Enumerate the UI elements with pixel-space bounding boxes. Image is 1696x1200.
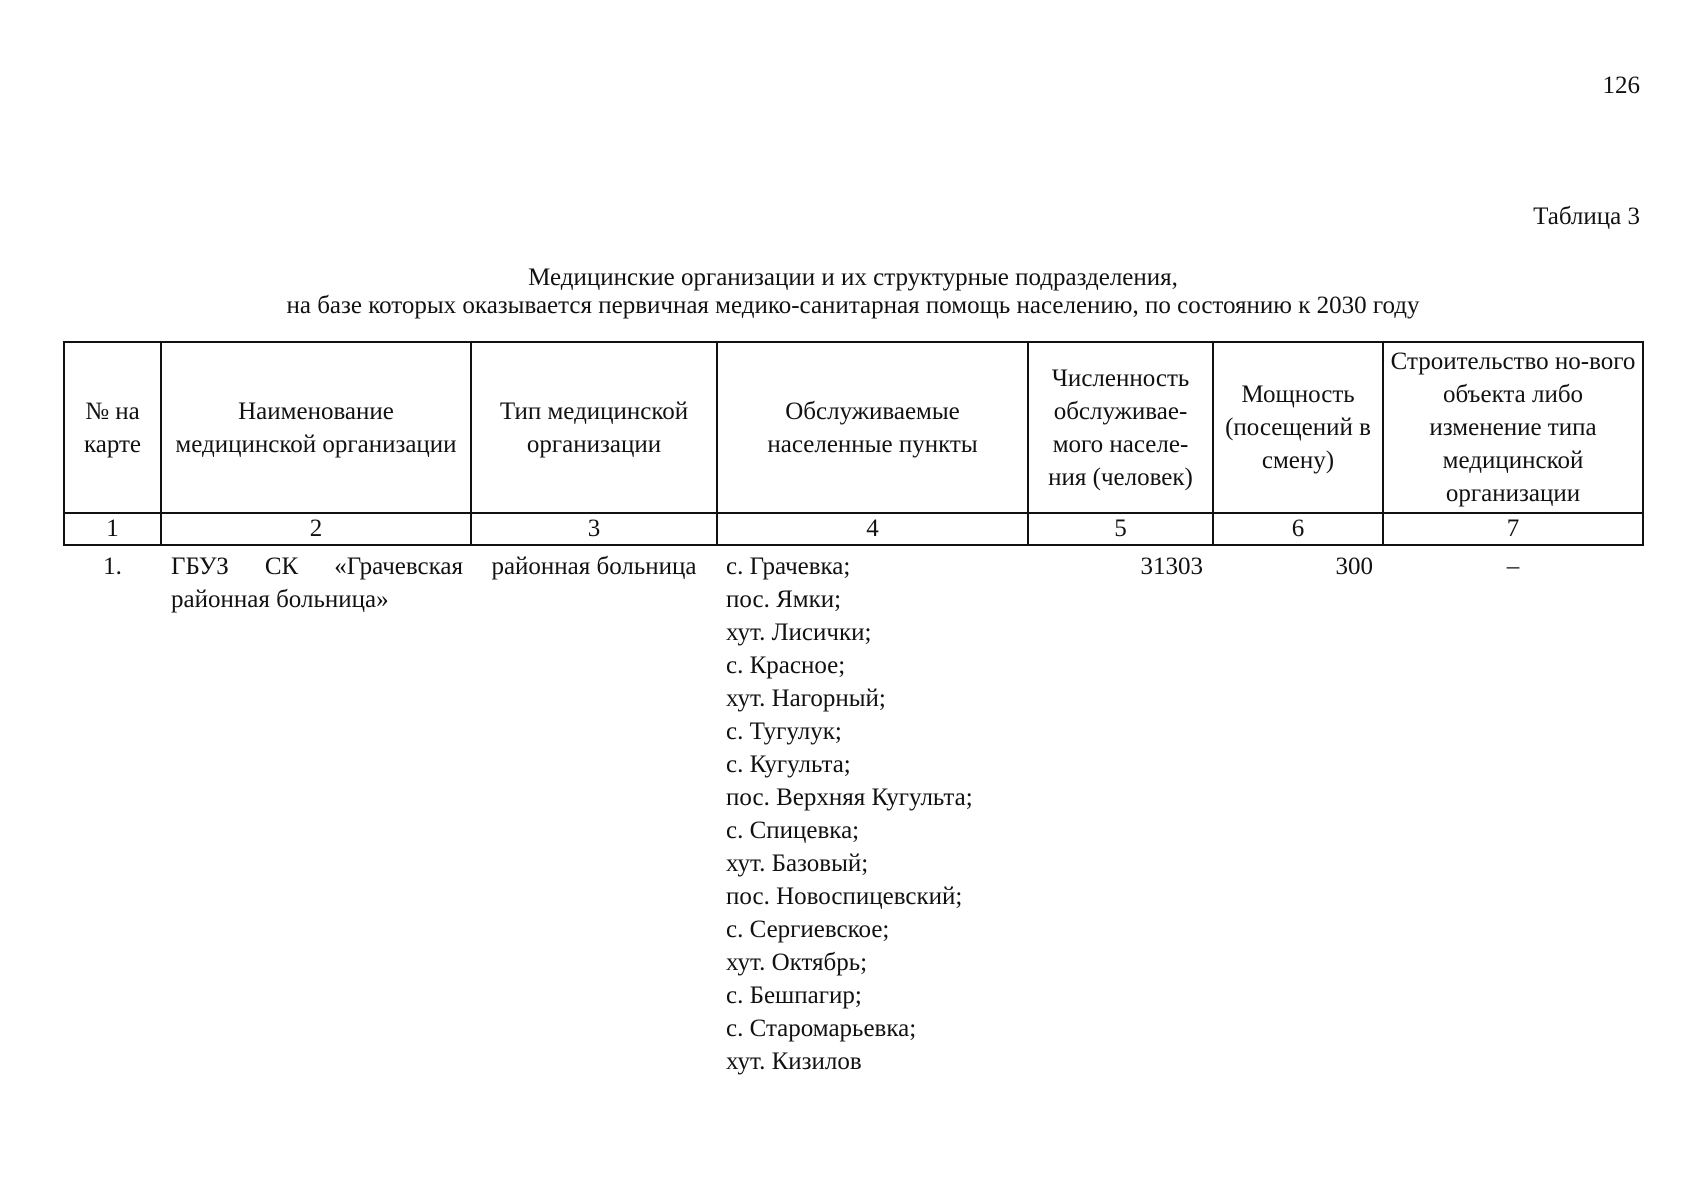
list-item: с. Спицевка; xyxy=(726,817,860,844)
list-item: с. Грачевка; xyxy=(726,553,851,580)
table-label: Таблица 3 xyxy=(1533,203,1640,230)
caption-line-1: Медицинские организации и их структурные подразделения, xyxy=(528,264,1178,291)
list-item: с. Красное; xyxy=(726,652,846,679)
list-item: пос. Ямки; xyxy=(726,586,842,613)
header-row xyxy=(64,342,1643,513)
header-population: Численность обслуживае-мого населе-ния (человек) xyxy=(1028,342,1213,513)
column-number: 2 xyxy=(161,513,471,545)
list-item: хут. Базовый; xyxy=(726,850,869,877)
row-map-number: 1. xyxy=(103,553,122,580)
list-item: хут. Лисички; xyxy=(726,619,872,646)
served-points-list xyxy=(726,550,1027,1078)
row-population: 31303 xyxy=(1140,553,1203,580)
row-construction: – xyxy=(1506,553,1520,580)
header-served-points: Обслуживаемые населенные пункты xyxy=(717,342,1028,513)
column-number: 6 xyxy=(1213,513,1383,545)
list-item: пос. Верхняя Кугульта; xyxy=(726,784,973,811)
header-org-type: Тип медицинской организации xyxy=(471,342,717,513)
column-number: 3 xyxy=(471,513,717,545)
list-item: с. Старомарьевка; xyxy=(726,1015,917,1042)
list-item: с. Бешпагир; xyxy=(726,982,862,1009)
row-capacity: 300 xyxy=(1335,553,1373,580)
list-item: пос. Новоспицевский; xyxy=(726,883,963,910)
header-org-name: Наименование медицинской организации xyxy=(161,342,471,513)
list-item: хут. Кизилов xyxy=(726,1048,862,1075)
list-item: с. Сергиевское; xyxy=(726,916,890,943)
header-map-number: № на карте xyxy=(64,342,161,513)
column-number: 5 xyxy=(1028,513,1213,545)
list-item: хут. Октябрь; xyxy=(726,949,868,976)
list-item: хут. Нагорный; xyxy=(726,685,886,712)
column-number: 7 xyxy=(1383,513,1643,545)
row-org-type: районная больница xyxy=(491,553,697,580)
header-construction: Строительство но-вого объекта либо изменение типа медицинской организации xyxy=(1383,342,1643,513)
page-number: 126 xyxy=(1602,72,1640,99)
table-caption xyxy=(63,264,1643,320)
organizations-table xyxy=(63,341,1644,1079)
list-item: с. Тугулук; xyxy=(726,718,842,745)
header-capacity: Мощность (посещений в смену) xyxy=(1213,342,1383,513)
row-served-points xyxy=(717,545,1028,1079)
row-org-name: ГБУЗ СК «Грачевская районная больница» xyxy=(171,553,463,613)
table-row xyxy=(64,545,1643,1079)
caption-line-2: на базе которых оказывается первичная медико-санитарная помощь населению, по состоянию к 2030 году xyxy=(286,292,1420,319)
column-number: 4 xyxy=(717,513,1028,545)
column-number-row xyxy=(64,513,1643,545)
list-item: с. Кугульта; xyxy=(726,751,851,778)
column-number: 1 xyxy=(64,513,161,545)
